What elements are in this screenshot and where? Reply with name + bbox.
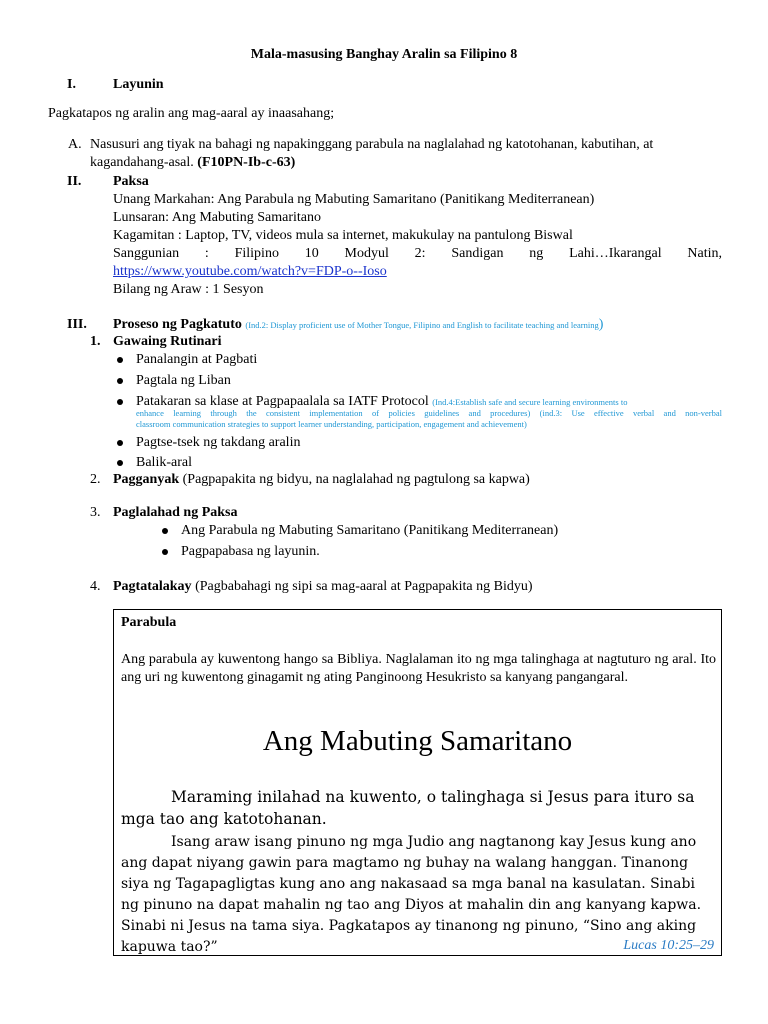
story-citation: Lucas 10:25–29: [623, 938, 714, 953]
paksa-days: Bilang ng Araw : 1 Sesyon: [113, 282, 264, 297]
step-1-number: 1.: [90, 334, 101, 349]
step-4-title: Pagtatalakay: [113, 579, 192, 594]
step-1-title: Gawaing Rutinari: [113, 334, 222, 349]
bullet-icon: [117, 357, 123, 363]
indicator-2: (Ind.2: Display proficient use of Mother Tongue, Filipino and English to facilitate teaching and learning: [245, 320, 599, 330]
indicator-3-line3: classroom communication strategies to support learner understanding, participation, engagement and achievement): [136, 419, 527, 429]
section-2-title: Paksa: [113, 174, 149, 189]
step-2-line: [113, 471, 530, 489]
section-1-intro: Pagkatapos ng aralin ang mag-aaral ay inaasahang;: [48, 106, 335, 121]
bullet-icon: [162, 528, 168, 534]
document-title: Mala-masusing Banghay Aralin sa Filipino 8: [250, 47, 518, 62]
objective-text-cont: [90, 154, 295, 172]
story-paragraph-2: Isang araw isang pinuno ng mga Judio ang nagtanong kay Jesus kung ano ang dapat niyang gawin para magtamo ng buhay na walang hanggan. Tinanong siya ng Tagapagligtas kung ano ang nakasaad sa mga banal na kasulatan. Sinabi ng pinuno na dapat mahalin ng tao ang Diyos at mahalin din ang kanyang kapwa. Sinabi ni Jesus na tama siya. Pagkatapos ay tinanong ng pinuno, “Sino ang aking kapuwa tao?”: [121, 834, 702, 955]
parabula-intro: Ang parabula ay kuwentong hango sa Bibliya. Naglalaman ito ng mga talinghaga at nagtuturo ng aral. Ito ang uri ng kuwentong ginagamit ng ating Panginoong Hesukristo sa kanyang pangangaral.: [121, 652, 716, 685]
step-4-number: 4.: [90, 579, 101, 594]
paksa-line-3: Kagamitan : Laptop, TV, videos mula sa internet, makukulay na pantulong Biswal: [113, 228, 573, 243]
routine-item-5: Balik-aral: [136, 455, 192, 470]
bullet-icon: [162, 549, 168, 555]
indicator-2-close: ): [598, 317, 604, 332]
bullet-icon: [117, 460, 123, 466]
paksa-line-1: Unang Markahan: Ang Parabula ng Mabuting Samaritano (Panitikang Mediterranean): [113, 192, 595, 207]
topic-item-2: Pagpapabasa ng layunin.: [181, 544, 320, 559]
objective-text-line2: kagandahang-asal.: [90, 155, 194, 170]
section-1-number: I.: [67, 77, 76, 92]
routine-item-1: Panalangin at Pagbati: [136, 352, 258, 367]
section-2-number: II.: [67, 174, 82, 189]
story-paragraph-1: Maraming inilahad na kuwento, o talinghaga si Jesus para ituro sa mga tao ang katotohanan.: [121, 788, 695, 828]
section-3-number: III.: [67, 317, 87, 332]
indicator-4-line1: (Ind.4:Establish safe and secure learning environments to: [432, 397, 628, 407]
routine-item-2: Pagtala ng Liban: [136, 373, 231, 388]
step-3-title: Paglalahad ng Paksa: [113, 505, 238, 520]
source-link-wrap: [113, 263, 387, 281]
section-1-title: Layunin: [113, 77, 164, 92]
topic-item-1: Ang Parabula ng Mabuting Samaritano (Panitikang Mediterranean): [181, 523, 559, 538]
paksa-line-2: Lunsaran: Ang Mabuting Samaritano: [113, 210, 322, 225]
section-3-title-text: Proseso ng Pagkatuto: [113, 317, 242, 332]
source-link[interactable]: https://www.youtube.com/watch?v=FDP-o--Ioso: [113, 264, 387, 279]
parabula-box: [113, 609, 722, 956]
bullet-icon: [117, 399, 123, 405]
step-4-text: (Pagbabahagi ng sipi sa mag-aaral at Pagpapakita ng Bidyu): [195, 579, 533, 594]
step-4-line: [113, 578, 533, 596]
objective-code: (F10PN-Ib-c-63): [197, 155, 296, 170]
indicator-4-line2: enhance learning through the consistent implementation of policies guidelines and procedures) (ind.3: Use effective verbal and non-verbal: [136, 408, 722, 418]
step-2-title: Pagganyak: [113, 472, 180, 487]
section-3-title: [113, 316, 603, 334]
story-title: Ang Mabuting Samaritano: [262, 725, 573, 757]
bullet-icon: [117, 440, 123, 446]
objective-letter: A.: [68, 137, 82, 152]
step-2-number: 2.: [90, 472, 101, 487]
routine-item-3-text: Patakaran sa klase at Pagpapaalala sa IATF Protocol: [136, 394, 429, 409]
step-3-number: 3.: [90, 505, 101, 520]
bullet-icon: [117, 378, 123, 384]
paksa-source: Sanggunian : Filipino 10 Modyul 2: Sandigan ng Lahi…Ikarangal Natin,: [113, 246, 722, 261]
parabula-heading: Parabula: [121, 615, 177, 630]
objective-text: Nasusuri ang tiyak na bahagi ng napakinggang parabula na naglalahad ng katotohanan, kabutihan, at: [90, 137, 654, 152]
routine-item-4: Pagtse-tsek ng takdang aralin: [136, 435, 301, 450]
step-2-text: (Pagpapakita ng bidyu, na naglalahad ng pagtulong sa kapwa): [182, 472, 530, 487]
